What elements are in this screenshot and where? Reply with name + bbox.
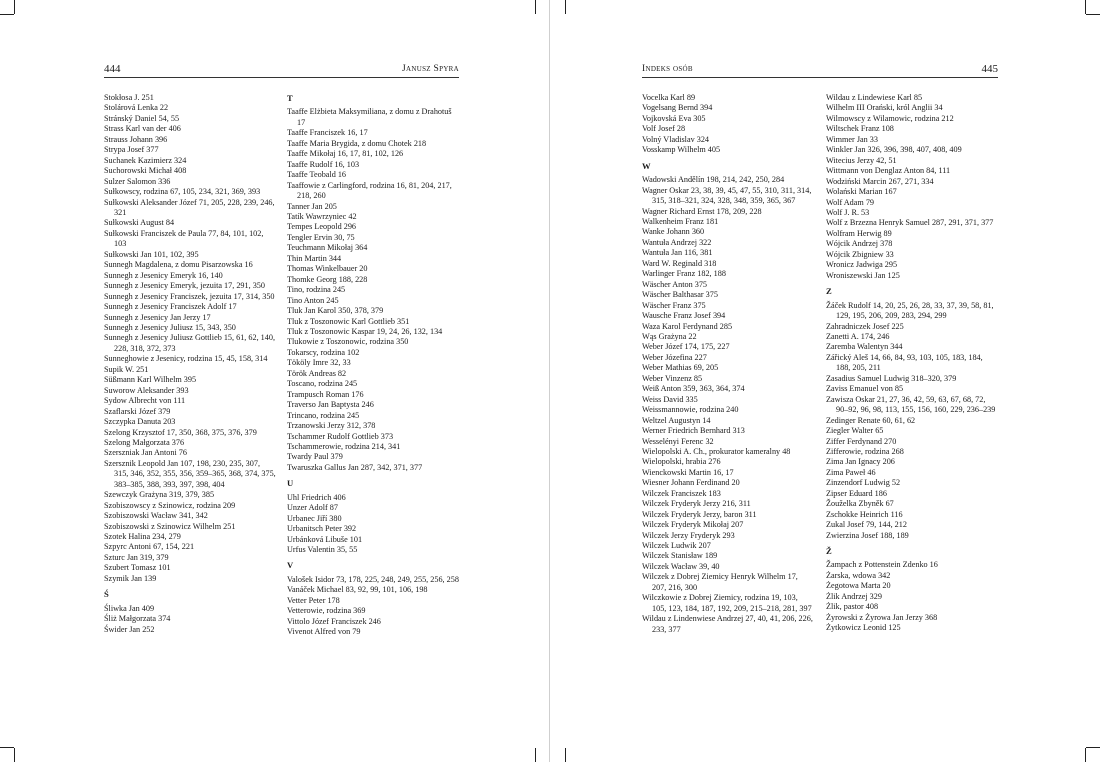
index-entry: Wildau z Lindewiese Karl 85 <box>826 93 923 102</box>
index-entry: Wantuła Jan 116, 381 <box>642 248 713 258</box>
index-entry: Tino, rodzina 245 <box>287 285 346 295</box>
index-entry: Strauss Johann 396 <box>104 134 168 144</box>
index-entry: Sułkowski Jan 101, 102, 395 <box>104 249 199 259</box>
running-head: Janusz Spyra <box>402 64 459 74</box>
index-entry: Trincano, rodzina 245 <box>287 410 360 420</box>
index-entry: Toscano, rodzina 245 <box>287 379 358 389</box>
index-entry: Szubert Tomasz 101 <box>104 563 171 573</box>
index-entry: Wilczek Stanisław 189 <box>642 551 718 561</box>
index-entry: Żarska, wdowa 342 <box>826 570 891 580</box>
index-entry: Taaffe Franciszek 16, 17 <box>287 128 368 138</box>
index-entry: Urbanec Jiří 380 <box>287 513 342 523</box>
index-entry: Zářický Aleš 14, 66, 84, 93, 103, 105, 183, 184, 188, 205, 211 <box>826 352 983 373</box>
index-entry: Sulzer Salomon 336 <box>104 176 171 186</box>
index-entry: Szczypka Danuta 203 <box>104 417 176 427</box>
index-entry: Vanáček Michael 83, 92, 99, 101, 106, 198 <box>287 585 428 595</box>
index-entry: Tluk z Toszonowic Karl Gottlieb 351 <box>287 316 410 326</box>
index-entry: Suchanek Kazimierz 324 <box>104 155 187 165</box>
index-entry: Wagner Richard Ernst 178, 209, 228 <box>642 206 762 216</box>
index-entry: Supik W. 251 <box>104 364 149 374</box>
index-entry: Szpyrc Antoni 67, 154, 221 <box>104 542 195 552</box>
section-letter: W <box>642 160 651 171</box>
index-entry: Żegotowa Marta 20 <box>826 581 891 591</box>
index-entry: Tengler Ervin 30, 75 <box>287 232 355 242</box>
index-entry: Wiesner Johann Ferdinand 20 <box>642 478 740 488</box>
index-entry: Strypa Josef 377 <box>104 145 159 155</box>
index-entry: Vetter Peter 178 <box>287 595 340 605</box>
index-entry: Żlik Andrzej 329 <box>826 591 882 601</box>
index-entry: Zukal Josef 79, 144, 212 <box>826 520 907 530</box>
index-entry: Wilczek Fryderyk Jerzy 216, 311 <box>642 499 751 509</box>
index-entry: Taaffe Rudolf 16, 103 <box>287 159 360 169</box>
index-entry: Wójcik Zbigniew 33 <box>826 249 894 259</box>
index-entry: Žáček Rudolf 14, 20, 25, 26, 28, 33, 37, 39, 58, 81, 129, 195, 206, 209, 283, 294, 299 <box>826 300 994 321</box>
index-entry: Weiss David 335 <box>642 394 698 404</box>
index-entry: Wilhelm III Orański, król Anglii 34 <box>826 103 943 113</box>
index-entry: Wójcik Andrzej 378 <box>826 239 893 249</box>
index-entry: Zahradniczek Josef 225 <box>826 321 904 331</box>
index-entry: Szaflarski Józef 379 <box>104 406 171 416</box>
index-entry: Wagner Oskar 23, 38, 39, 45, 47, 55, 310, 311, 314, 315, 318–321, 324, 328, 348, 359, 365, 367 <box>642 185 812 206</box>
index-entry: Wienckowski Martin 16, 17 <box>642 467 734 477</box>
index-entry: Thomas Winkelbauer 20 <box>287 264 368 274</box>
index-entry: Wilczek z Dobrej Ziemicy Henryk Wilhelm 17, 207, 216, 300 <box>642 572 798 592</box>
index-entry: Žouželka Zbyněk 67 <box>826 499 894 509</box>
index-entry: Sunnegh z Jesenicy Emeryk 16, 140 <box>104 270 223 280</box>
index-entry: Wodziński Marcin 267, 271, 334 <box>826 176 934 186</box>
index-entry: Wausche Franz Josef 394 <box>642 311 726 321</box>
index-entry: Wesselényi Ferenc 32 <box>642 436 714 446</box>
index-entry: Szelong Krzysztof 17, 350, 368, 375, 376, 379 <box>104 427 257 437</box>
section-letter: Ž <box>826 546 832 557</box>
index-column <box>287 93 459 638</box>
index-entry: Śliwka Jan 409 <box>104 603 155 613</box>
index-entry: Zifferowie, rodzina 268 <box>826 446 904 456</box>
index-entry: Szotek Halina 234, 279 <box>104 532 181 542</box>
index-entry: Sydow Albrecht von 111 <box>104 396 186 406</box>
index-entry: Wilczek Fryderyk Jerzy, baron 311 <box>642 509 757 519</box>
index-entry: Volf Josef 28 <box>642 124 686 134</box>
index-entry: Weber Mathias 69, 205 <box>642 363 719 373</box>
index-entry: Thomke Georg 188, 228 <box>287 274 368 284</box>
right-page <box>551 0 1100 762</box>
index-entry: Zschokke Heinrich 116 <box>826 509 903 519</box>
index-entry: Żytkowicz Leonid 125 <box>826 623 901 633</box>
section-letter: V <box>287 560 294 571</box>
index-entry: Szewczyk Grażyna 319, 379, 385 <box>104 490 215 500</box>
index-entry: Zipser Eduard 186 <box>826 488 887 498</box>
index-entry: Stránský Daniel 54, 55 <box>104 113 180 123</box>
index-entry: Wilczek Jerzy Fryderyk 293 <box>642 530 735 540</box>
index-entry: Sułkowski August 84 <box>104 218 175 228</box>
index-entry: Zima Jan Ignacy 206 <box>826 457 895 467</box>
index-entry: Tokarscy, rodzina 102 <box>287 347 360 357</box>
index-entry: Wroniszewski Jan 125 <box>826 270 900 280</box>
running-head: Indeks osób <box>642 64 693 74</box>
index-entry: Tököly Imre 32, 33 <box>287 358 351 368</box>
index-entry: Witecius Jerzy 42, 51 <box>826 155 897 165</box>
index-entry: Wäscher Anton 375 <box>642 279 708 289</box>
index-entry: Walkenheim Franz 181 <box>642 216 719 226</box>
index-entry: Unzer Adolf 87 <box>287 503 338 513</box>
index-entry: Urbanitsch Peter 392 <box>287 524 357 534</box>
section-letter: Ś <box>104 589 109 600</box>
index-entry: Zaviss Emanuel von 85 <box>826 384 904 394</box>
header-rule <box>642 77 998 78</box>
index-entry: Teuchmann Mikołaj 364 <box>287 243 368 253</box>
index-entry: Tluk z Toszonowic Kaspar 19, 24, 26, 132, 134 <box>287 326 443 336</box>
index-entry: Wolf J. R. 53 <box>826 207 870 217</box>
index-entry: Stolárová Lenka 22 <box>104 103 169 113</box>
index-entry: Wittmann von Denglaz Anton 84, 111 <box>826 166 951 176</box>
section-letter: Z <box>826 286 832 297</box>
index-entry: Zaremba Walentyn 344 <box>826 342 903 352</box>
index-entry: Ward W. Reginald 318 <box>642 258 717 268</box>
index-entry: Sunnegh z Jesenicy Jan Jerzy 17 <box>104 312 211 322</box>
index-entry: Wielopolski A. Ch., prokurator kameralny 48 <box>642 446 791 456</box>
index-entry: Weltzel Augustyn 14 <box>642 415 711 425</box>
index-entry: Sunnegh z Jesenicy Juliusz 15, 343, 350 <box>104 322 236 332</box>
index-entry: Werner Friedrich Bernhard 313 <box>642 426 745 436</box>
index-entry: Wimmer Jan 33 <box>826 134 878 144</box>
index-entry: Szymik Jan 139 <box>104 573 157 583</box>
index-entry: Vosskamp Wilhelm 405 <box>642 145 721 155</box>
index-entry: Winkler Jan 326, 396, 398, 407, 408, 409 <box>826 145 962 155</box>
index-entry: Warlinger Franz 182, 188 <box>642 269 726 279</box>
index-entry: Zanetti A. 174, 246 <box>826 331 890 341</box>
index-entry: Stokłosa J. 251 <box>104 93 154 102</box>
index-entry: Wilmowscy z Wilamowic, rodzina 212 <box>826 113 954 123</box>
index-entry: Wolf Adam 79 <box>826 197 875 207</box>
index-entry: Wäscher Franz 375 <box>642 300 706 310</box>
index-entry: Żyrowski z Żyrowa Jan Jerzy 368 <box>826 612 938 622</box>
page-gutter <box>549 0 550 762</box>
index-entry: Weber Vinzenz 85 <box>642 373 703 383</box>
index-entry: Wiltschek Franz 108 <box>826 124 894 134</box>
index-entry: Wilczkowie z Dobrej Ziemicy, rodzina 19, 103, 105, 123, 184, 187, 192, 209, 215–218, 281, 397 <box>642 593 812 613</box>
index-entry: Szerszniak Jan Antoni 76 <box>104 448 187 458</box>
index-entry: Wilczek Wacław 39, 40 <box>642 561 720 571</box>
index-entry: Świder Jan 252 <box>104 624 155 634</box>
index-entry: Sunneghowie z Jesenicy, rodzina 15, 45, 158, 314 <box>104 354 268 364</box>
index-entry: Wąs Grażyna 22 <box>642 331 697 341</box>
index-entry: Ziegler Walter 65 <box>826 426 884 436</box>
index-entry: Valošek Isidor 73, 178, 225, 248, 249, 255, 256, 258 <box>287 574 459 584</box>
index-entry: Szturc Jan 319, 379 <box>104 552 169 562</box>
index-entry: Szobiszowski z Szinowicz Wilhelm 251 <box>104 521 236 531</box>
index-entry: Wadowski Andělín 198, 214, 242, 250, 284 <box>642 175 785 185</box>
index-entry: Sunnegh z Jesenicy Franciszek Adolf 17 <box>104 302 237 312</box>
index-entry: Süßmann Karl Wilhelm 395 <box>104 375 197 385</box>
index-entry: Suworow Aleksander 393 <box>104 385 189 395</box>
index-entry: Taaffe Maria Brygida, z domu Chotek 218 <box>287 138 427 148</box>
index-entry: Żlik, pastor 408 <box>826 602 879 612</box>
index-entry: Zima Paweł 46 <box>826 467 876 477</box>
index-entry: Uhl Friedrich 406 <box>287 492 346 502</box>
index-entry: Wolański Marian 167 <box>826 187 897 197</box>
page-number: 444 <box>104 63 121 75</box>
index-entry: Ziffer Ferdynand 270 <box>826 436 897 446</box>
index-entry: Szobiszowski Wacław 341, 342 <box>104 511 208 521</box>
index-entry: Weiß Anton 359, 363, 364, 374 <box>642 384 745 394</box>
index-entry: Zwierzina Josef 188, 189 <box>826 530 909 540</box>
index-entry: Zawisza Oskar 21, 27, 36, 42, 59, 63, 67, 68, 72, 90–92, 96, 98, 113, 155, 156, 160, 229, 236–239 <box>826 394 996 415</box>
index-entry: Wilczek Ludwik 207 <box>642 541 711 551</box>
index-entry: Vivenot Alfred von 79 <box>287 627 361 637</box>
index-entry: Trzanowski Jerzy 312, 378 <box>287 421 376 431</box>
index-entry: Twaruszka Gallus Jan 287, 342, 371, 377 <box>287 462 423 472</box>
index-entry: Szobiszowscy z Szinowicz, rodzina 209 <box>104 500 236 510</box>
header-rule <box>104 77 459 78</box>
index-entry: Trampusch Roman 176 <box>287 389 364 399</box>
index-entry: Urfus Valentin 35, 55 <box>287 545 358 555</box>
index-entry: Twardy Paul 379 <box>287 452 343 462</box>
index-entry: Wildau z Lindenwiese Andrzej 27, 40, 41, 206, 226, 233, 377 <box>642 614 813 634</box>
index-entry: Tino Anton 245 <box>287 295 339 305</box>
index-entry: Weber Józef 174, 175, 227 <box>642 342 730 352</box>
index-entry: Strass Karl van der 406 <box>104 124 181 134</box>
index-entry: Wantuła Andrzej 322 <box>642 237 712 247</box>
index-entry: Tanner Jan 205 <box>287 201 337 211</box>
index-entry: Śliż Małgorzata 374 <box>104 614 171 624</box>
index-entry: Sunnegh z Jesenicy Emeryk, jezuita 17, 291, 350 <box>104 281 265 291</box>
index-entry: Vittolo Józef Franciszek 246 <box>287 616 381 626</box>
index-entry: Suchorowski Michał 408 <box>104 166 187 176</box>
index-entry: Tschammerowie, rodzina 214, 341 <box>287 441 401 451</box>
index-entry: Sunnegh z Jesenicy Franciszek, jezuita 17, 314, 350 <box>104 291 275 301</box>
index-column <box>826 93 998 634</box>
section-letter: U <box>287 478 294 489</box>
index-entry: Urbánková Libuše 101 <box>287 534 363 544</box>
left-page <box>0 0 549 762</box>
index-entry: Wanke Johann 360 <box>642 227 705 237</box>
index-entry: Török Andreas 82 <box>287 368 347 378</box>
index-entry: Zinzendorf Ludwig 52 <box>826 478 901 488</box>
index-entry: Zasadius Samuel Ludwig 318–320, 379 <box>826 373 957 383</box>
index-entry: Vocelka Karl 89 <box>642 93 696 102</box>
index-column <box>104 93 276 635</box>
index-entry: Tluk Jan Karol 350, 378, 379 <box>287 306 384 316</box>
index-entry: Wäscher Balthasar 375 <box>642 290 718 300</box>
index-entry: Thin Martin 344 <box>287 253 342 263</box>
index-entry: Sunnegh Magdalena, z domu Pisarzowska 16 <box>104 260 253 270</box>
index-entry: Taaffe Mikołaj 16, 17, 81, 102, 126 <box>287 149 404 159</box>
index-entry: Taaffowie z Carlingford, rodzina 16, 81, 204, 217, 218, 260 <box>287 180 452 201</box>
index-entry: Traverso Jan Baptysta 246 <box>287 400 374 410</box>
section-letter: T <box>287 93 293 103</box>
index-entry: Taaffe Teobald 16 <box>287 170 347 180</box>
index-entry: Tempes Leopold 296 <box>287 222 357 232</box>
page-number: 445 <box>981 63 998 75</box>
index-entry: Wronicz Jadwiga 295 <box>826 260 898 270</box>
index-entry: Szelong Małgorzata 376 <box>104 437 185 447</box>
index-entry: Weber Józefina 227 <box>642 352 707 362</box>
index-entry: Sułkowski Franciszek de Paula 77, 84, 101, 102, 103 <box>104 228 264 249</box>
index-entry: Sułkowski Aleksander Józef 71, 205, 228, 239, 246, 321 <box>104 197 275 217</box>
index-entry: Vojkovská Eva 305 <box>642 113 706 123</box>
index-column <box>642 93 813 635</box>
index-entry: Wielopolski, hrabia 276 <box>642 457 721 467</box>
index-entry: Wilczek Fryderyk Mikołaj 207 <box>642 520 744 530</box>
index-entry: Tatík Wawrzyniec 42 <box>287 211 357 221</box>
index-entry: Vogelsang Bernd 394 <box>642 103 713 113</box>
index-entry: Sunnegh z Jesenicy Juliusz Gottlieb 15, 61, 62, 140, 228, 318, 372, 373 <box>104 333 276 353</box>
index-entry: Taaffe Elżbieta Maksymiliana, z domu z Drahotuš 17 <box>287 107 452 127</box>
index-entry: Sułkowscy, rodzina 67, 105, 234, 321, 369, 393 <box>104 187 261 197</box>
index-entry: Volný Vladislav 324 <box>642 134 710 144</box>
index-entry: Wolf z Brzezna Henryk Samuel 287, 291, 371, 377 <box>826 218 994 228</box>
index-entry: Weissmannowie, rodzina 240 <box>642 405 739 415</box>
index-entry: Szersznik Leopold Jan 107, 198, 230, 235, 307, 315, 346, 352, 355, 356, 359–365, 368, 374, 375, 383–385, 388, 393, 397, 398, 404 <box>104 458 276 489</box>
index-entry: Wilczek Franciszek 183 <box>642 488 721 498</box>
index-entry: Tlukowie z Toszonowic, rodzina 350 <box>287 337 409 347</box>
index-entry: Žampach z Pottenstein Zdenko 16 <box>826 560 938 570</box>
index-entry: Waza Karol Ferdynand 285 <box>642 321 733 331</box>
index-entry: Zedinger Renate 60, 61, 62 <box>826 415 916 425</box>
index-entry: Tschammer Rudolf Gottlieb 373 <box>287 431 394 441</box>
index-entry: Wolfram Herwig 89 <box>826 228 892 238</box>
index-entry: Vetterowie, rodzina 369 <box>287 606 366 616</box>
